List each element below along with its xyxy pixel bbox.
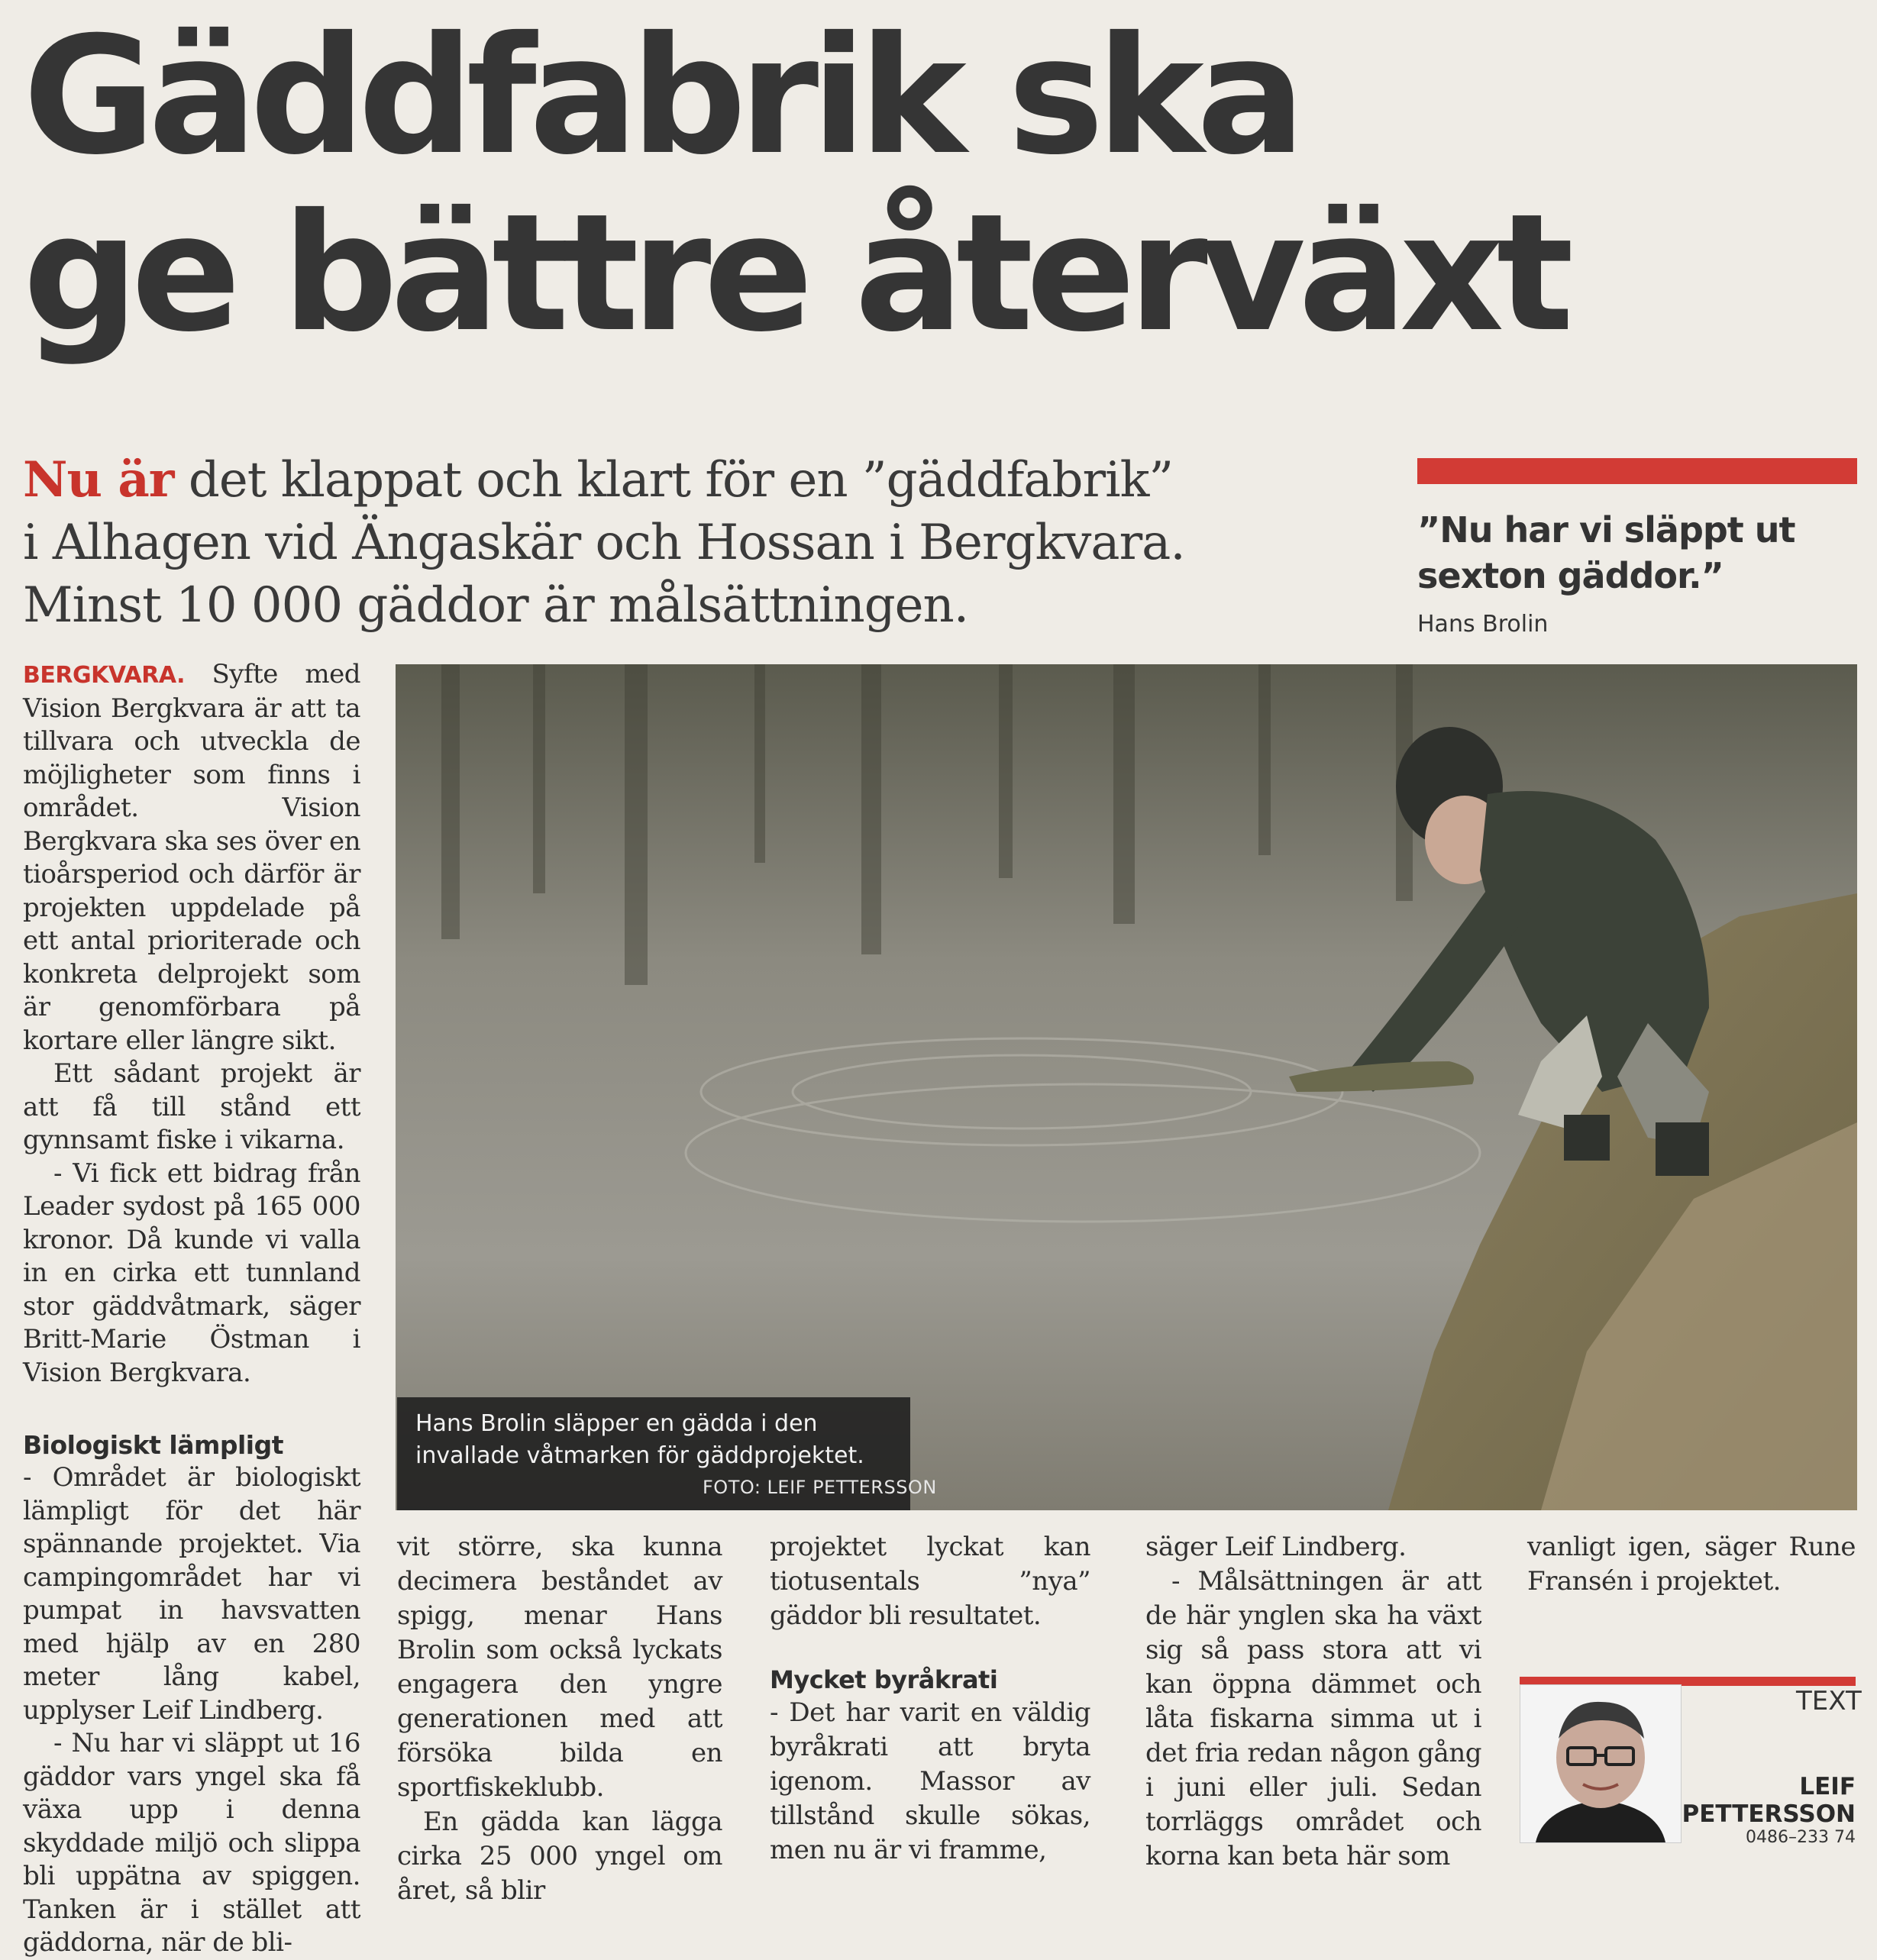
dateline: BERGKVARA. <box>23 662 186 689</box>
paragraph: - Nu har vi släppt ut 16 gäddor vars yngel ska få växa upp i denna skyddade miljö och slippa bli uppätna av spiggen. Tanken är i stället att gäddorna, när de bli- <box>23 1728 360 1958</box>
headline-line-1: Gäddfabrik ska <box>23 2 1298 190</box>
paragraph: - Vi fick ett bidrag från Leader sydost på 165 000 kronor. Då kunde vi valla in en cirka ett tunnland stor gäddvåtmark, säger Britt-Marie Östman i Vision Bergkvara. <box>23 1158 360 1388</box>
paragraph: vanligt igen, säger Rune Fransén i projektet. <box>1527 1532 1856 1597</box>
photo-credit: FOTO: LEIF PETTERSSON <box>703 1477 937 1498</box>
paragraph: - Målsättningen är att de här ynglen ska ha växt sig så pass stora att vi kan öppna dämmet och låta fiskarna simma ut i det fria redan någon gång i juni eller juli. Sedan torrläggs området och korna kan beta här som <box>1145 1566 1481 1871</box>
photo-illustration <box>396 664 1857 1510</box>
author-name <box>1680 1773 1856 1828</box>
article-column-5 <box>1527 1530 1856 1599</box>
photo-caption: Hans Brolin släpper en gädda i den invallade våtmarken för gäddprojektet. <box>415 1410 864 1469</box>
author-label: TEXT <box>1796 1686 1862 1716</box>
ingress-line-2: i Alhagen vid Ängaskär och Hossan i Bergkvara. <box>23 515 1185 571</box>
ingress-line-1 <box>23 449 1413 512</box>
paragraph: En gädda kan lägga cirka 25 000 yngel om året, så blir <box>397 1807 722 1906</box>
ingress-text-1: det klappat och klart för en ”gäddfabrik” <box>173 452 1174 509</box>
headline-line-2: ge bättre återväxt <box>23 179 1567 367</box>
subheading: Mycket byråkrati <box>770 1665 998 1694</box>
paragraph: projektet lyckat kan tiotusentals ”nya” gäddor bli resultatet. <box>770 1532 1090 1631</box>
author-name-line-2: PETTERSSON <box>1682 1800 1856 1828</box>
article-column-3 <box>770 1530 1090 1868</box>
paragraph: säger Leif Lindberg. <box>1145 1532 1407 1562</box>
article-column-1 <box>23 658 360 1960</box>
paragraph: - Området är biologiskt lämpligt för det här spännande projektet. Via campingområdet har vi pumpat in havsvatten med hjälp av en 280 meter lång kabel, upplyser Leif Lindberg. <box>23 1462 360 1726</box>
article-column-4 <box>1145 1530 1481 1874</box>
author-portrait <box>1520 1684 1682 1843</box>
author-portrait-illustration <box>1520 1685 1681 1842</box>
pull-quote: ”Nu har vi släppt ut sexton gäddor.” <box>1417 509 1795 596</box>
ingress-line-3: Minst 10 000 gäddor är målsättningen. <box>23 577 969 634</box>
subheading: Biologiskt lämpligt <box>23 1430 284 1460</box>
quote-accent-bar <box>1417 458 1857 484</box>
paragraph-text: Syfte med Vision Bergkvara är att ta tillvara och utveckla de möjligheter som finns i området. Vision Bergkvara ska ses över en tioårsperiod och därför är projekten uppdelade på ett antal prioriterade och konkreta delprojekt som är genomförbara på kortare eller längre sikt. <box>23 659 360 1056</box>
article-column-2 <box>397 1530 722 1908</box>
pull-quote-source: Hans Brolin <box>1417 611 1549 638</box>
paragraph: - Det har varit en väldig byråkrati att bryta igenom. Massor av tillstånd skulle sökas, men nu är vi framme, <box>770 1697 1090 1865</box>
author-name-line-1: LEIF <box>1799 1773 1856 1800</box>
headline <box>23 2 1779 367</box>
paragraph: Ett sådant projekt är att få till stånd ett gynnsamt fiske i vikarna. <box>23 1058 360 1155</box>
paragraph: vit större, ska kunna decimera beståndet av spigg, menar Hans Brolin som också lyckats engagera den yngre generationen med att försöka bilda en sportfiskeklubb. <box>397 1532 722 1803</box>
ingress-lead: Nu är <box>23 451 174 509</box>
author-phone: 0486–233 74 <box>1746 1828 1856 1847</box>
paragraph <box>23 658 360 1057</box>
ingress <box>23 449 1413 637</box>
article-photo <box>396 664 1857 1510</box>
